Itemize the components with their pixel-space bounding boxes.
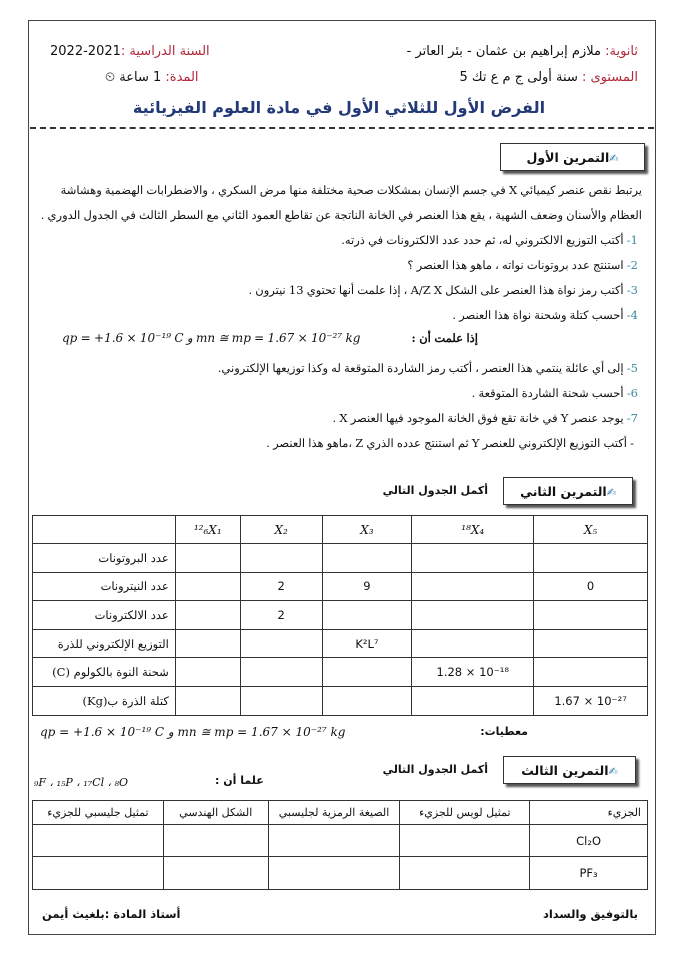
row-label: كتلة الذرة ب(Kg) bbox=[33, 686, 176, 715]
exercise-1-label: ✍التمرين الأول bbox=[500, 143, 645, 171]
table-row bbox=[33, 686, 648, 715]
table-cell: K²L⁷ bbox=[322, 629, 412, 658]
table-cell: 2 bbox=[240, 601, 322, 630]
table-cell bbox=[534, 544, 648, 573]
table-cell bbox=[240, 658, 322, 687]
footer-teacher: أستاذ المادة :بلغيث أيمن bbox=[42, 907, 181, 921]
row-label: شحنة النوة بالكولوم (C) bbox=[33, 658, 176, 687]
row-label: عدد الالكترونات bbox=[33, 601, 176, 630]
table-cell bbox=[412, 601, 534, 630]
column-header: ¹²₆X₁ bbox=[175, 516, 240, 544]
ex1-subquestion: - أكتب التوزيع الإلكتروني للعنصر Y ثم استنتج عدده الذري Z ،ماهو هذا العنصر . bbox=[266, 436, 634, 450]
ex3-given-label: علما أن : bbox=[215, 774, 264, 787]
table-cell bbox=[175, 686, 240, 715]
table-cell bbox=[412, 572, 534, 601]
pen-icon: ✍ bbox=[606, 486, 616, 499]
ex2-instruction: أكمل الجدول التالي bbox=[382, 484, 488, 497]
page-title: الفرض الأول للثلاثي الأول في مادة العلوم الفيزيائية bbox=[132, 98, 546, 117]
table-cell bbox=[322, 544, 412, 573]
table-cell bbox=[175, 572, 240, 601]
table-cell bbox=[534, 629, 648, 658]
ex1-given-values: qp = +1.6 × 10⁻¹⁹ C و mn ≅ mp = 1.67 × 10⁻²⁷ kg bbox=[62, 331, 361, 345]
column-header: الشكل الهندسي bbox=[163, 801, 268, 825]
table-cell bbox=[534, 658, 648, 687]
level-line: المستوى : سنة أولى ج م ع تك 5 bbox=[459, 70, 638, 85]
table-row bbox=[33, 544, 648, 573]
ex3-table bbox=[32, 800, 648, 890]
ex1-given bbox=[34, 331, 642, 359]
ex2-given-label: معطيات: bbox=[480, 725, 528, 738]
table-cell: 1.67 × 10⁻²⁷ bbox=[534, 686, 648, 715]
table-cell bbox=[240, 686, 322, 715]
table-cell bbox=[412, 544, 534, 573]
ex1-given-label: إذا علمت أن : bbox=[411, 331, 478, 345]
table-cell: 0 bbox=[534, 572, 648, 601]
table-cell bbox=[322, 601, 412, 630]
year-line: السنة الدراسية :2021-2022 bbox=[50, 44, 210, 59]
table-cell bbox=[240, 544, 322, 573]
column-header: تمثيل لويس للجزيء bbox=[400, 801, 530, 825]
table-cell: 9 bbox=[322, 572, 412, 601]
ex1-question: 4- أحسب كتلة وشحنة نواة هذا العنصر . bbox=[452, 308, 638, 322]
column-header: الصيغة الرمزية لجليسبي bbox=[268, 801, 400, 825]
row-label: عدد النيترونات bbox=[33, 572, 176, 601]
ex1-question: 5- إلى أي عائلة ينتمي هذا العنصر ، أكتب رمز الشاردة المتوقعة له وكذا توزيعها الإلكتروني. bbox=[217, 361, 638, 375]
ex3-given-values: ₉F ، ₁₅P ، ₁₇Cl ، ₈O bbox=[34, 776, 129, 789]
pen-icon: ✍ bbox=[609, 152, 619, 165]
ex1-intro-line1: يرتبط نقص عنصر كيميائي X في جسم الإنسان بمشكلات صحية مختلفة منها مرض السكري ، والاضطرابات الهضمية وهشاشة bbox=[60, 183, 642, 197]
column-header: X₅ bbox=[534, 516, 648, 544]
table-row bbox=[33, 601, 648, 630]
table-cell bbox=[322, 686, 412, 715]
row-label: التوزيع الإلكتروني للذرة bbox=[33, 629, 176, 658]
column-header: تمثيل جليسبي للجزيء bbox=[33, 801, 164, 825]
table-row bbox=[33, 658, 648, 687]
table-cell bbox=[322, 658, 412, 687]
table-cell bbox=[412, 629, 534, 658]
table-row bbox=[33, 572, 648, 601]
column-header: ¹⁸X₄ bbox=[412, 516, 534, 544]
table-cell bbox=[175, 629, 240, 658]
table-cell bbox=[175, 544, 240, 573]
pen-icon: ✍ bbox=[608, 765, 618, 778]
ex2-table bbox=[32, 515, 648, 716]
footer-wish: بالتوفيق والسداد bbox=[542, 907, 638, 921]
table-cell bbox=[412, 686, 534, 715]
column-header: X₂ bbox=[240, 516, 322, 544]
column-header: X₃ bbox=[322, 516, 412, 544]
ex3-instruction: أكمل الجدول التالي bbox=[382, 763, 488, 776]
table-cell: 2 bbox=[240, 572, 322, 601]
exercise-2-label: ✍التمرين الثاني bbox=[503, 477, 633, 505]
table-cell bbox=[534, 601, 648, 630]
ex1-question: 2- استنتج عدد بروتونات نواته ، ماهو هذا العنصر ؟ bbox=[407, 258, 638, 272]
ex1-question: 6- أحسب شحنة الشاردة المتوقعة . bbox=[471, 386, 638, 400]
ex1-question: 3- أكتب رمز نواة هذا العنصر على الشكل A/Z X ، إذا علمت أنها تحتوي 13 نيترون . bbox=[248, 283, 638, 297]
duration-line: المدة: 1 ساعة ⏲ bbox=[105, 70, 199, 85]
ex1-question: 1- أكتب التوزيع الالكتروني له، ثم حدد عدد الالكترونات في ذرته. bbox=[341, 233, 638, 247]
table-cell bbox=[175, 658, 240, 687]
table-cell bbox=[240, 629, 322, 658]
table-cell bbox=[175, 601, 240, 630]
row-label: عدد البروتونات bbox=[33, 544, 176, 573]
divider bbox=[30, 127, 654, 129]
ex1-question: 7- يوجد عنصر Y في خانة تقع فوق الخانة الموجود فيها العنصر X . bbox=[332, 411, 638, 425]
column-header: الجزيء bbox=[530, 801, 648, 825]
ex2-given-values: qp = +1.6 × 10⁻¹⁹ C و mn ≅ mp = 1.67 × 10⁻²⁷ kg bbox=[40, 725, 346, 739]
table-header-row bbox=[33, 516, 648, 544]
ex1-intro-line2: العظام والأسنان وضعف الشهية ، يقع هذا العنصر في الخانة الناتجة عن تقاطع العمود الثاني مع السطر الثالث في الجدول الدوري . bbox=[40, 208, 642, 222]
table-row: PF₃ bbox=[33, 857, 648, 890]
table-row bbox=[33, 629, 648, 658]
table-row: Cl₂O bbox=[33, 825, 648, 857]
table-cell: 1.28 × 10⁻¹⁸ bbox=[412, 658, 534, 687]
table-header-row bbox=[33, 801, 648, 825]
exercise-1-body bbox=[34, 181, 642, 459]
school-line: ثانوية: ملازم إبراهيم بن عثمان - بئر العاتر - bbox=[406, 44, 638, 59]
exercise-3-label: ✍التمرين الثالث bbox=[503, 756, 636, 784]
